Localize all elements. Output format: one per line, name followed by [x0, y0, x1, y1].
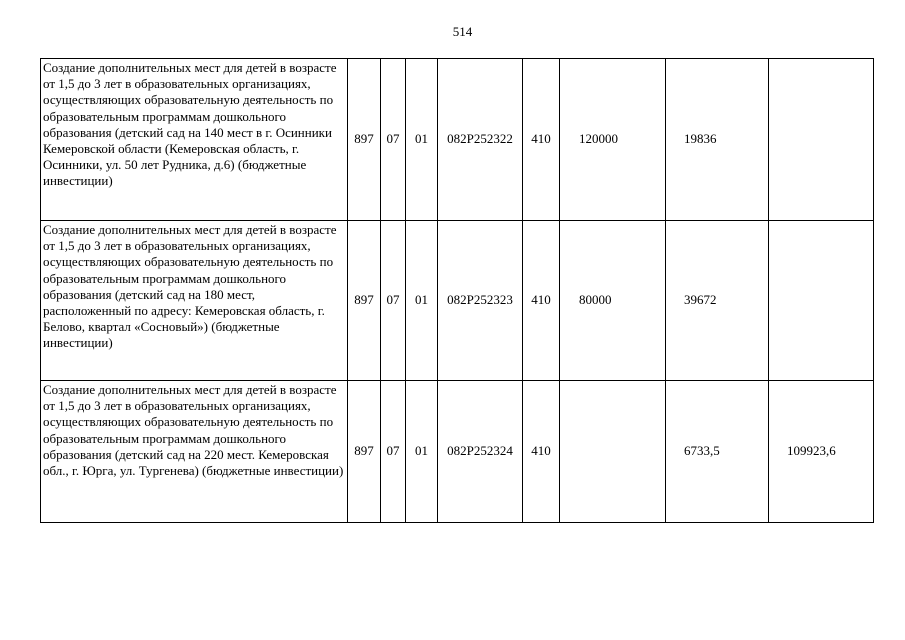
amount-cell-3 — [769, 221, 874, 381]
amount-cell-1 — [560, 59, 666, 221]
section-code: 07 — [381, 59, 406, 221]
page-number: 514 — [452, 24, 473, 39]
amount-cell-3 — [769, 381, 874, 523]
row-description: Создание дополнительных мест для детей в возрасте от 1,5 до 3 лет в образовательных организациях, осуществляющих образовательную деятельность по образовательным программам дошкольного образования (детский сад на 220 мест. Кемеровская обл., г. Юрга, ул. Тургенева) (бюджетные инвестиции) — [41, 381, 348, 523]
expense-type-code: 410 — [523, 221, 560, 381]
amount-cell-3 — [769, 59, 874, 221]
amount-2-value: 6733,5 — [684, 443, 720, 459]
target-article-code: 082P252324 — [438, 381, 523, 523]
amount-1-value: 120000 — [579, 131, 618, 147]
section-code: 07 — [381, 381, 406, 523]
subsection-code: 01 — [406, 381, 438, 523]
section-code: 07 — [381, 221, 406, 381]
ministry-code: 897 — [348, 221, 381, 381]
table-row — [41, 59, 874, 221]
expense-type-code: 410 — [523, 59, 560, 221]
ministry-code: 897 — [348, 59, 381, 221]
amount-cell-2 — [666, 59, 769, 221]
amount-cell-1 — [560, 381, 666, 523]
amount-2-value: 19836 — [684, 131, 717, 147]
ministry-code: 897 — [348, 381, 381, 523]
amount-1-value: 80000 — [579, 292, 612, 308]
expense-type-code: 410 — [523, 381, 560, 523]
amount-cell-2 — [666, 221, 769, 381]
amount-2-value: 39672 — [684, 292, 717, 308]
amount-3-value: 109923,6 — [787, 443, 836, 459]
amount-cell-1 — [560, 221, 666, 381]
row-description: Создание дополнительных мест для детей в возрасте от 1,5 до 3 лет в образовательных организациях, осуществляющих образовательную деятельность по образовательным программам дошкольного образования (детский сад на 140 мест в г. Осинники Кемеровской области (Кемеровская область, г. Осинники, ул. 50 лет Рудника, д.6) (бюджетные инвестиции) — [41, 59, 348, 221]
table-row — [41, 381, 874, 523]
table-row — [41, 221, 874, 381]
target-article-code: 082P252323 — [438, 221, 523, 381]
subsection-code: 01 — [406, 221, 438, 381]
amount-cell-2 — [666, 381, 769, 523]
budget-table — [40, 58, 874, 523]
row-description: Создание дополнительных мест для детей в возрасте от 1,5 до 3 лет в образовательных организациях, осуществляющих образовательную деятельность по образовательным программам дошкольного образования (детский сад на 180 мест, расположенный по адресу: Кемеровская область, г. Белово, квартал «Сосновый») (бюджетные инвестиции) — [41, 221, 348, 381]
target-article-code: 082P252322 — [438, 59, 523, 221]
subsection-code: 01 — [406, 59, 438, 221]
